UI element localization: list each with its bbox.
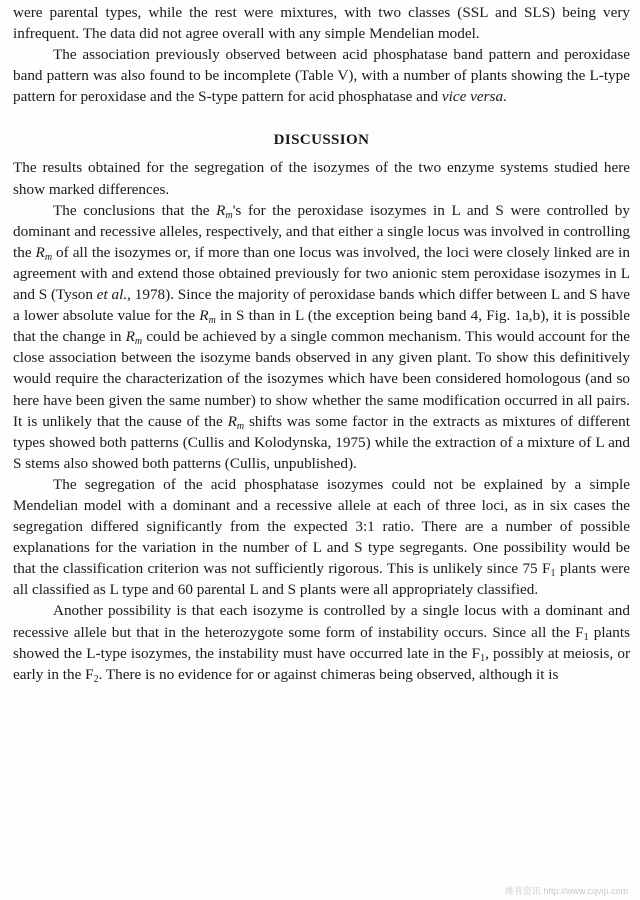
paragraph-text: , 1978). Since the majority of peroxidase bands which differ between L and S have a lower absolute value for the bbox=[13, 286, 631, 325]
paragraph-text: Another possibility is that each isozyme is controlled by a single locus with a dominant and recessive allele but that in the heterozygote some form of instability occurs. Since all the F bbox=[13, 602, 630, 641]
paragraph-text: The association previously observed between acid phosphatase band pattern and peroxidase band pattern was also found to be incomplete (Table V), with a number of plants showing the L-type pattern for peroxidase and the S-type pattern for acid phosphatase and bbox=[13, 46, 630, 106]
paragraph-text: , possibly at meiosis, or early in the F bbox=[13, 644, 630, 683]
section-heading: DISCUSSION bbox=[273, 132, 370, 149]
paragraph-text: plants were all classified as L type and 60 parental L and S plants were all appropriately classified. bbox=[13, 560, 630, 599]
paragraph-text: could be achieved by a single common mechanism. This would account for the close association between the isozyme bands observed in any given plant. To show this definitively would require the characterization of the isozymes which have been considered homologous (and so here have been given the same number) to show whether the same modification occurred in all pairs. It is unlikely that the cause of the bbox=[13, 328, 630, 430]
paragraph-instability-hypothesis bbox=[13, 600, 630, 684]
paragraph-text: 's for the peroxidase isozymes in L and S were controlled by dominant and recessive alleles, respectively, and that either a single locus was involved in controlling the bbox=[13, 201, 630, 261]
rm-symbol: $R_m$ bbox=[216, 201, 233, 221]
rm-symbol: $R_m$ bbox=[199, 307, 216, 327]
subscript: 1 bbox=[550, 568, 556, 580]
paragraph-peroxidase-conclusions bbox=[13, 200, 630, 474]
paragraph-text: The segregation of the acid phosphatase isozymes could not be explained by a simple Mendelian model with a dominant and a recessive allele at each of three loci, as in six cases the segregation differed significantly from the expected 3:1 ratio. There are a number of possible explanations for the variation in the number of L and S type segregants. One possibility would be that the classification criterion was not sufficiently rigorous. This is unlikely since 75 F bbox=[13, 475, 630, 578]
paragraph-acid-phosphatase-segregation bbox=[13, 474, 630, 601]
paragraph-discussion-intro bbox=[13, 157, 630, 199]
rm-symbol: $R_m$ bbox=[35, 243, 53, 263]
paragraph-text: The conclusions that the bbox=[53, 201, 217, 219]
paragraph-association bbox=[13, 44, 630, 107]
citation-etal: et al. bbox=[96, 286, 128, 304]
paragraph-text: The results obtained for the segregation of the isozymes of the two enzyme systems studied here show marked differences. bbox=[13, 159, 630, 198]
paragraph-text: shifts was some factor in the extracts as mixtures of different types showed both patterns (Cullis and Kolodynska, 1975) while the extraction of a mixture of L and S stems also showed both patterns (Cullis, unpublished). bbox=[13, 412, 630, 472]
paragraph-text: . bbox=[503, 88, 507, 106]
paragraph-text: were parental types, while the rest were mixtures, with two classes (SSL and SLS) being very infrequent. The data did not agree overall with any simple Mendelian model. bbox=[13, 4, 630, 43]
paragraph-text: of all the isozymes or, if more than one locus was involved, the loci were closely linked are in agreement with and extend those obtained previously for two anionic stem peroxidase isozymes in L and S (Tyson bbox=[13, 243, 630, 304]
italic-phrase: vice versa bbox=[441, 88, 504, 106]
paragraph-text: plants showed the L-type isozymes, the instability must have occurred late in the F bbox=[13, 623, 631, 662]
subscript: 2 bbox=[93, 673, 99, 685]
paragraph-text: . There is no evidence for or against chimeras being observed, although it is bbox=[98, 665, 559, 683]
rm-symbol: $R_m$ bbox=[227, 412, 245, 432]
subscript: 1 bbox=[583, 631, 589, 643]
paragraph-text: in S than in L (the exception being band 4, Fig. 1a,b), it is possible that the change in bbox=[13, 307, 630, 346]
paragraph-results-tail bbox=[13, 2, 630, 44]
rm-symbol: $R_m$ bbox=[125, 328, 143, 348]
subscript: 1 bbox=[480, 652, 486, 664]
source-watermark: 维普资讯 http://www.cqvip.com bbox=[504, 886, 628, 896]
